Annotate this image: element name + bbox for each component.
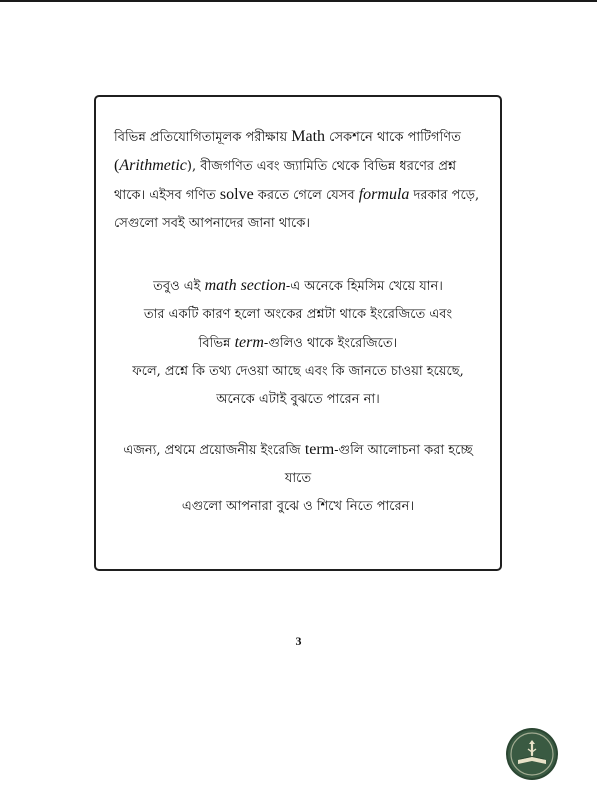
problem-paragraph [110,272,486,414]
intro-line-4: সেগুলো সবই আপনাদের জানা থাকে। [114,216,310,231]
page-number: 3 [295,634,302,648]
term-math-section: math section [204,277,286,294]
intro-line-3: থাকে। এইসব গণিত solve করতে গেলে যেসব formula দরকার পড়ে, [114,186,480,203]
open-book-pen-icon [508,730,556,778]
problem-line-1: তবুও এই math section-এ অনেকে হিমসিম খেয়ে যান। [153,277,443,294]
purpose-line-2: এগুলো আপনারা বুঝে ও শিখে নিতে পারেন। [181,499,415,514]
problem-line-3: বিভিন্ন term-গুলিও থাকে ইংরেজিতে। [198,334,398,351]
problem-line-5: অনেকে এটাই বুঝতে পারেন না। [216,392,380,407]
problem-line-2: তার একটি কারণ হলো অংকের প্রশ্নটা থাকে ইংরেজিতে এবং [143,307,453,322]
term-arithmetic: Arithmetic [119,157,187,174]
paragraph-gap [110,238,486,272]
term-math: Math [291,128,326,145]
term-term: term [304,441,335,458]
problem-line-4: ফলে, প্রশ্নে কি তথ্য দেওয়া আছে এবং কি জানতে চাওয়া হয়েছে, [132,364,464,379]
intro-paragraph [110,123,486,238]
intro-line-2: (Arithmetic), বীজগণিত এবং জ্যামিতি থেকে বিভিন্ন ধরণের প্রশ্ন [114,157,457,174]
term-solve: solve [219,186,254,203]
term-formula: formula [358,186,410,203]
content-box [94,95,502,571]
intro-line-1: বিভিন্ন প্রতিযোগিতামূলক পরীক্ষায় Math সেকশনে থাকে পাটিগণিত [114,128,461,145]
purpose-paragraph [110,436,486,521]
top-rule [0,0,597,2]
logo-badge[interactable] [508,730,556,778]
paragraph-gap [110,414,486,436]
term-term: term [234,334,264,351]
purpose-line-1: এজন্য, প্রথমে প্রয়োজনীয় ইংরেজি term-গুলি আলোচনা করা হচ্ছে যাতে [123,441,473,486]
